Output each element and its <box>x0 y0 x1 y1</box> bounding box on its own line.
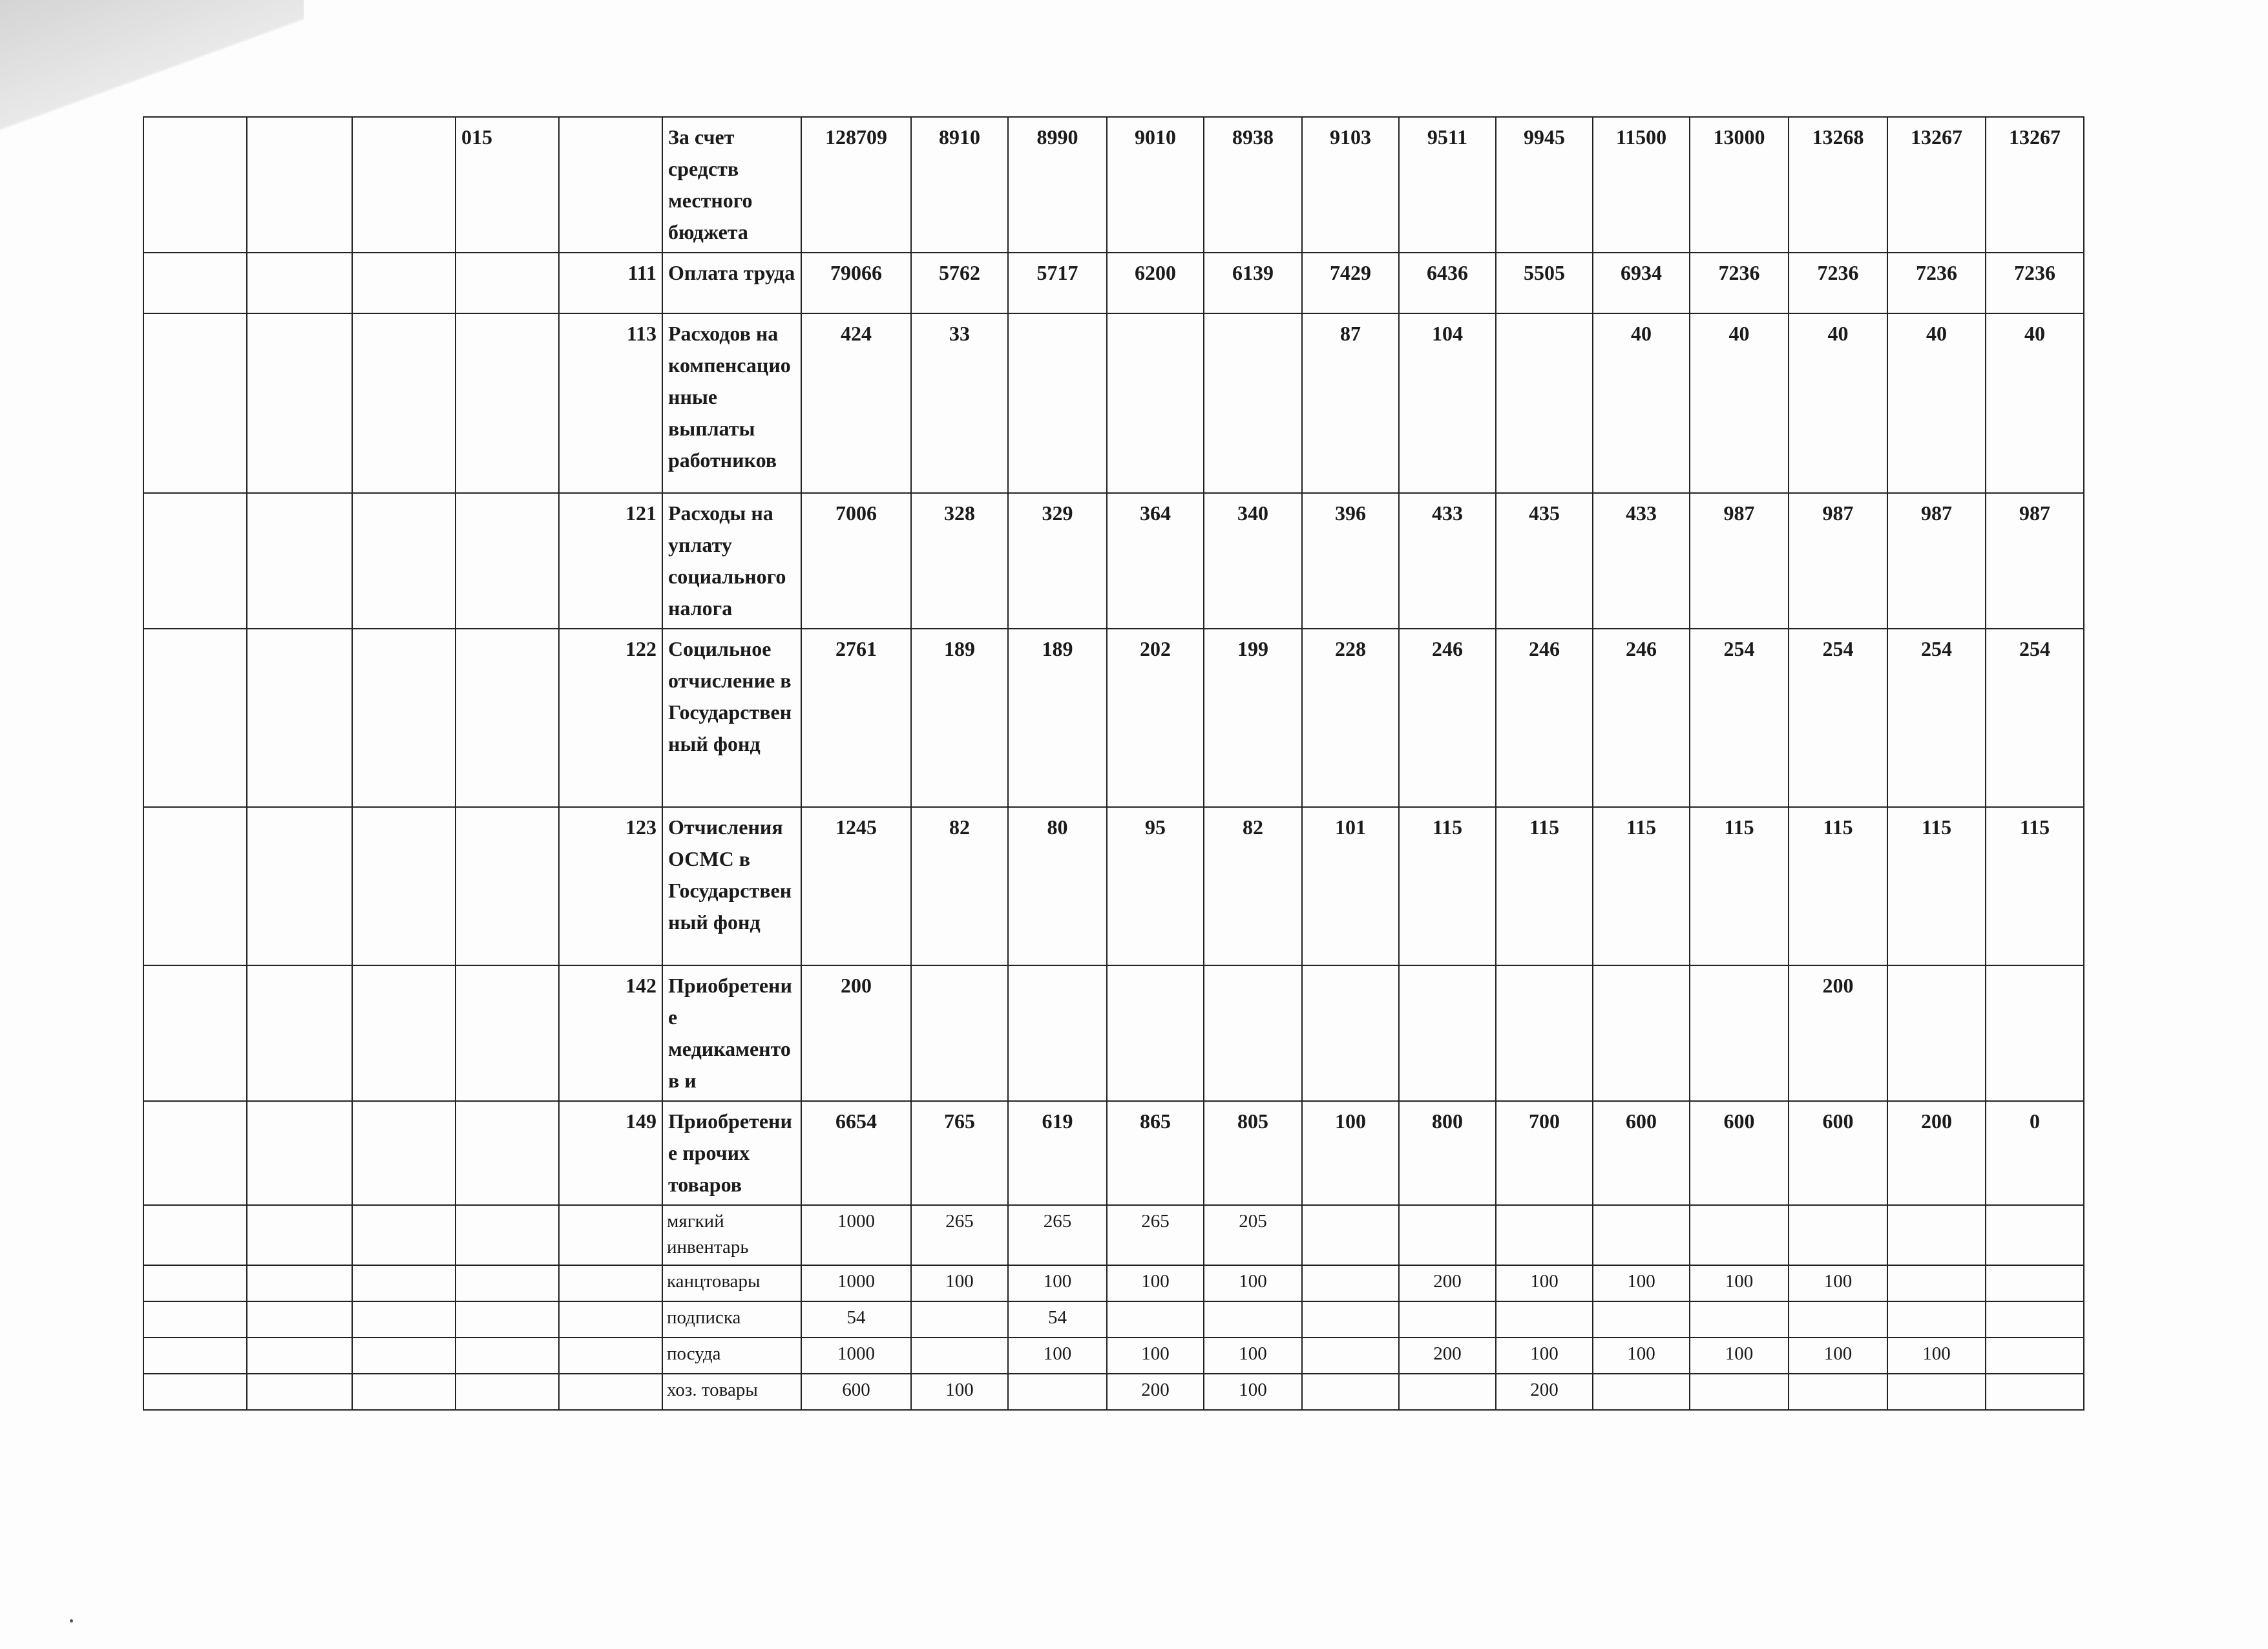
specifics-code-cell: 123 <box>559 807 662 965</box>
month-value-cell: 805 <box>1204 1101 1302 1205</box>
empty-cell <box>352 1338 456 1374</box>
month-value-cell: 115 <box>1399 807 1496 965</box>
month-value-cell <box>1204 965 1302 1101</box>
expense-name-cell: мягкий инвентарь <box>662 1205 801 1265</box>
empty-cell <box>247 629 352 807</box>
month-value-cell: 6200 <box>1107 253 1204 313</box>
year-total-cell: 424 <box>801 313 911 493</box>
program-code-cell: 015 <box>456 117 559 253</box>
program-code-cell <box>456 1265 559 1301</box>
month-value-cell: 329 <box>1008 493 1107 629</box>
month-value-cell: 100 <box>1107 1338 1204 1374</box>
month-value-cell: 6139 <box>1204 253 1302 313</box>
month-value-cell: 100 <box>1789 1265 1887 1301</box>
month-value-cell <box>1986 965 2084 1101</box>
month-value-cell <box>1789 1374 1887 1410</box>
month-value-cell: 9010 <box>1107 117 1204 253</box>
month-value-cell <box>1593 1301 1690 1338</box>
month-value-cell: 246 <box>1496 629 1593 807</box>
budget-row <box>143 117 2084 253</box>
month-value-cell: 7429 <box>1302 253 1399 313</box>
month-value-cell: 254 <box>1986 629 2084 807</box>
month-value-cell <box>1690 1301 1789 1338</box>
month-value-cell: 364 <box>1107 493 1204 629</box>
month-value-cell <box>1204 313 1302 493</box>
program-code-cell <box>456 1374 559 1410</box>
month-value-cell <box>1008 313 1107 493</box>
empty-cell <box>247 253 352 313</box>
month-value-cell <box>1399 1374 1496 1410</box>
month-value-cell: 265 <box>1107 1205 1204 1265</box>
month-value-cell: 40 <box>1789 313 1887 493</box>
month-value-cell: 100 <box>1008 1265 1107 1301</box>
month-value-cell: 100 <box>1204 1265 1302 1301</box>
month-value-cell: 200 <box>1399 1265 1496 1301</box>
empty-cell <box>143 313 247 493</box>
empty-cell <box>352 313 456 493</box>
month-value-cell: 800 <box>1399 1101 1496 1205</box>
month-value-cell: 200 <box>1496 1374 1593 1410</box>
month-value-cell: 100 <box>1593 1265 1690 1301</box>
month-value-cell <box>1399 1301 1496 1338</box>
empty-cell <box>247 117 352 253</box>
month-value-cell <box>1789 1301 1887 1338</box>
month-value-cell: 6934 <box>1593 253 1690 313</box>
empty-cell <box>143 1205 247 1265</box>
month-value-cell: 619 <box>1008 1101 1107 1205</box>
month-value-cell: 100 <box>911 1265 1008 1301</box>
month-value-cell: 13268 <box>1789 117 1887 253</box>
month-value-cell: 254 <box>1690 629 1789 807</box>
month-value-cell: 189 <box>1008 629 1107 807</box>
month-value-cell: 200 <box>1887 1101 1986 1205</box>
month-value-cell: 100 <box>1690 1338 1789 1374</box>
expense-name-cell: Приобретение медикаментов и <box>662 965 801 1101</box>
month-value-cell: 7236 <box>1789 253 1887 313</box>
month-value-cell <box>1887 1374 1986 1410</box>
month-value-cell <box>1008 965 1107 1101</box>
month-value-cell: 396 <box>1302 493 1399 629</box>
empty-cell <box>143 965 247 1101</box>
month-value-cell: 115 <box>1789 807 1887 965</box>
month-value-cell: 254 <box>1789 629 1887 807</box>
year-total-cell: 600 <box>801 1374 911 1410</box>
sub-item-row <box>143 1265 2084 1301</box>
empty-cell <box>352 253 456 313</box>
empty-cell <box>143 1265 247 1301</box>
month-value-cell: 987 <box>1887 493 1986 629</box>
month-value-cell <box>1593 965 1690 1101</box>
empty-cell <box>352 493 456 629</box>
month-value-cell: 202 <box>1107 629 1204 807</box>
year-total-cell: 79066 <box>801 253 911 313</box>
specifics-code-cell: 111 <box>559 253 662 313</box>
specifics-code-cell: 121 <box>559 493 662 629</box>
month-value-cell <box>1496 1205 1593 1265</box>
budget-row <box>143 1101 2084 1205</box>
month-value-cell <box>1593 1374 1690 1410</box>
month-value-cell: 340 <box>1204 493 1302 629</box>
program-code-cell <box>456 1338 559 1374</box>
expense-name-cell: Оплата труда <box>662 253 801 313</box>
month-value-cell: 100 <box>1789 1338 1887 1374</box>
month-value-cell: 100 <box>1302 1101 1399 1205</box>
month-value-cell: 7236 <box>1690 253 1789 313</box>
year-total-cell: 1000 <box>801 1338 911 1374</box>
month-value-cell: 100 <box>1887 1338 1986 1374</box>
empty-cell <box>247 1101 352 1205</box>
specifics-code-cell: 122 <box>559 629 662 807</box>
empty-cell <box>247 1205 352 1265</box>
month-value-cell: 115 <box>1986 807 2084 965</box>
budget-row <box>143 253 2084 313</box>
month-value-cell: 6436 <box>1399 253 1496 313</box>
month-value-cell <box>1690 965 1789 1101</box>
specifics-code-cell: 149 <box>559 1101 662 1205</box>
budget-row <box>143 313 2084 493</box>
empty-cell <box>352 117 456 253</box>
month-value-cell <box>1789 1205 1887 1265</box>
month-value-cell: 433 <box>1593 493 1690 629</box>
year-total-cell: 1000 <box>801 1265 911 1301</box>
month-value-cell: 700 <box>1496 1101 1593 1205</box>
expense-name-cell: Расходы на уплату социального налога <box>662 493 801 629</box>
specifics-code-cell <box>559 1338 662 1374</box>
month-value-cell: 115 <box>1593 807 1690 965</box>
expense-name-cell: За счет средств местного бюджета <box>662 117 801 253</box>
budget-row <box>143 493 2084 629</box>
month-value-cell <box>1496 313 1593 493</box>
month-value-cell: 600 <box>1789 1101 1887 1205</box>
month-value-cell: 200 <box>1107 1374 1204 1410</box>
empty-cell <box>143 1374 247 1410</box>
month-value-cell: 13267 <box>1887 117 1986 253</box>
month-value-cell <box>1986 1374 2084 1410</box>
program-code-cell <box>456 1301 559 1338</box>
month-value-cell <box>1887 1205 1986 1265</box>
month-value-cell: 265 <box>911 1205 1008 1265</box>
month-value-cell: 7236 <box>1887 253 1986 313</box>
year-total-cell: 200 <box>801 965 911 1101</box>
month-value-cell: 5717 <box>1008 253 1107 313</box>
empty-cell <box>247 313 352 493</box>
month-value-cell: 40 <box>1986 313 2084 493</box>
month-value-cell: 987 <box>1986 493 2084 629</box>
month-value-cell: 100 <box>1008 1338 1107 1374</box>
month-value-cell <box>1302 965 1399 1101</box>
sub-item-row <box>143 1338 2084 1374</box>
expense-name-cell: Социльное отчисление в Государственный фонд <box>662 629 801 807</box>
month-value-cell <box>1690 1205 1789 1265</box>
year-total-cell: 7006 <box>801 493 911 629</box>
month-value-cell: 40 <box>1690 313 1789 493</box>
empty-cell <box>143 493 247 629</box>
month-value-cell: 115 <box>1496 807 1593 965</box>
month-value-cell: 100 <box>1496 1265 1593 1301</box>
month-value-cell <box>1593 1205 1690 1265</box>
month-value-cell: 0 <box>1986 1101 2084 1205</box>
month-value-cell: 100 <box>1107 1265 1204 1301</box>
month-value-cell: 254 <box>1887 629 1986 807</box>
month-value-cell: 246 <box>1399 629 1496 807</box>
program-code-cell <box>456 1101 559 1205</box>
empty-cell <box>143 629 247 807</box>
expense-name-cell: посуда <box>662 1338 801 1374</box>
empty-cell <box>247 493 352 629</box>
year-total-cell: 6654 <box>801 1101 911 1205</box>
month-value-cell: 246 <box>1593 629 1690 807</box>
month-value-cell: 765 <box>911 1101 1008 1205</box>
specifics-code-cell: 113 <box>559 313 662 493</box>
month-value-cell: 100 <box>1496 1338 1593 1374</box>
month-value-cell: 328 <box>911 493 1008 629</box>
month-value-cell: 100 <box>1593 1338 1690 1374</box>
expense-name-cell: подписка <box>662 1301 801 1338</box>
budget-row <box>143 965 2084 1101</box>
specifics-code-cell <box>559 117 662 253</box>
month-value-cell: 100 <box>1204 1338 1302 1374</box>
month-value-cell <box>1399 1205 1496 1265</box>
budget-row <box>143 807 2084 965</box>
specifics-code-cell <box>559 1301 662 1338</box>
specifics-code-cell <box>559 1374 662 1410</box>
month-value-cell: 80 <box>1008 807 1107 965</box>
month-value-cell <box>1302 1265 1399 1301</box>
month-value-cell: 7236 <box>1986 253 2084 313</box>
sub-item-row <box>143 1301 2084 1338</box>
expense-name-cell: Отчисления ОСМС в Государственный фонд <box>662 807 801 965</box>
month-value-cell <box>1302 1205 1399 1265</box>
month-value-cell <box>1302 1374 1399 1410</box>
month-value-cell: 987 <box>1690 493 1789 629</box>
month-value-cell: 9945 <box>1496 117 1593 253</box>
month-value-cell: 9511 <box>1399 117 1496 253</box>
empty-cell <box>352 965 456 1101</box>
empty-cell <box>352 1101 456 1205</box>
empty-cell <box>143 1101 247 1205</box>
specifics-code-cell: 142 <box>559 965 662 1101</box>
month-value-cell <box>1986 1338 2084 1374</box>
empty-cell <box>247 1374 352 1410</box>
month-value-cell: 200 <box>1789 965 1887 1101</box>
month-value-cell: 101 <box>1302 807 1399 965</box>
month-value-cell <box>1107 965 1204 1101</box>
empty-cell <box>143 1301 247 1338</box>
empty-cell <box>247 1338 352 1374</box>
budget-table <box>143 116 2084 1411</box>
empty-cell <box>352 807 456 965</box>
month-value-cell: 54 <box>1008 1301 1107 1338</box>
month-value-cell <box>1107 1301 1204 1338</box>
sub-item-row <box>143 1374 2084 1410</box>
month-value-cell: 40 <box>1593 313 1690 493</box>
month-value-cell <box>911 965 1008 1101</box>
year-total-cell: 2761 <box>801 629 911 807</box>
scan-speck <box>70 1619 73 1623</box>
month-value-cell <box>1986 1301 2084 1338</box>
month-value-cell: 33 <box>911 313 1008 493</box>
month-value-cell: 115 <box>1690 807 1789 965</box>
month-value-cell: 115 <box>1887 807 1986 965</box>
empty-cell <box>352 1205 456 1265</box>
specifics-code-cell <box>559 1205 662 1265</box>
month-value-cell: 205 <box>1204 1205 1302 1265</box>
month-value-cell: 104 <box>1399 313 1496 493</box>
month-value-cell <box>1986 1265 2084 1301</box>
month-value-cell: 189 <box>911 629 1008 807</box>
month-value-cell: 87 <box>1302 313 1399 493</box>
month-value-cell <box>911 1301 1008 1338</box>
expense-name-cell: канцтовары <box>662 1265 801 1301</box>
month-value-cell: 13267 <box>1986 117 2084 253</box>
month-value-cell <box>1008 1374 1107 1410</box>
budget-row <box>143 629 2084 807</box>
month-value-cell: 600 <box>1593 1101 1690 1205</box>
month-value-cell: 435 <box>1496 493 1593 629</box>
empty-cell <box>247 1265 352 1301</box>
month-value-cell: 100 <box>1204 1374 1302 1410</box>
month-value-cell: 11500 <box>1593 117 1690 253</box>
year-total-cell: 128709 <box>801 117 911 253</box>
month-value-cell: 8910 <box>911 117 1008 253</box>
month-value-cell <box>1399 965 1496 1101</box>
program-code-cell <box>456 1205 559 1265</box>
expense-name-cell: Приобретение прочих товаров <box>662 1101 801 1205</box>
month-value-cell <box>1302 1338 1399 1374</box>
month-value-cell: 600 <box>1690 1101 1789 1205</box>
month-value-cell: 433 <box>1399 493 1496 629</box>
empty-cell <box>352 1265 456 1301</box>
empty-cell <box>352 629 456 807</box>
empty-cell <box>247 1301 352 1338</box>
month-value-cell: 228 <box>1302 629 1399 807</box>
year-total-cell: 1000 <box>801 1205 911 1265</box>
program-code-cell <box>456 965 559 1101</box>
month-value-cell <box>911 1338 1008 1374</box>
expense-name-cell: Расходов на компенсационные выплаты работников <box>662 313 801 493</box>
month-value-cell: 865 <box>1107 1101 1204 1205</box>
month-value-cell: 199 <box>1204 629 1302 807</box>
year-total-cell: 1245 <box>801 807 911 965</box>
program-code-cell <box>456 807 559 965</box>
empty-cell <box>143 1338 247 1374</box>
empty-cell <box>247 965 352 1101</box>
specifics-code-cell <box>559 1265 662 1301</box>
month-value-cell: 8990 <box>1008 117 1107 253</box>
month-value-cell: 100 <box>911 1374 1008 1410</box>
month-value-cell: 9103 <box>1302 117 1399 253</box>
month-value-cell <box>1204 1301 1302 1338</box>
month-value-cell <box>1887 1265 1986 1301</box>
sub-item-row <box>143 1205 2084 1265</box>
month-value-cell: 95 <box>1107 807 1204 965</box>
expense-name-cell: хоз. товары <box>662 1374 801 1410</box>
month-value-cell <box>1496 1301 1593 1338</box>
month-value-cell: 200 <box>1399 1338 1496 1374</box>
empty-cell <box>247 807 352 965</box>
program-code-cell <box>456 313 559 493</box>
month-value-cell <box>1887 965 1986 1101</box>
empty-cell <box>352 1301 456 1338</box>
empty-cell <box>143 807 247 965</box>
month-value-cell <box>1302 1301 1399 1338</box>
year-total-cell: 54 <box>801 1301 911 1338</box>
month-value-cell: 82 <box>911 807 1008 965</box>
program-code-cell <box>456 629 559 807</box>
month-value-cell: 5505 <box>1496 253 1593 313</box>
month-value-cell: 265 <box>1008 1205 1107 1265</box>
empty-cell <box>143 253 247 313</box>
month-value-cell: 987 <box>1789 493 1887 629</box>
month-value-cell: 8938 <box>1204 117 1302 253</box>
month-value-cell: 82 <box>1204 807 1302 965</box>
month-value-cell: 100 <box>1690 1265 1789 1301</box>
month-value-cell <box>1107 313 1204 493</box>
empty-cell <box>143 117 247 253</box>
month-value-cell <box>1690 1374 1789 1410</box>
program-code-cell <box>456 493 559 629</box>
month-value-cell <box>1887 1301 1986 1338</box>
month-value-cell: 40 <box>1887 313 1986 493</box>
month-value-cell <box>1496 965 1593 1101</box>
month-value-cell <box>1986 1205 2084 1265</box>
program-code-cell <box>456 253 559 313</box>
month-value-cell: 13000 <box>1690 117 1789 253</box>
empty-cell <box>352 1374 456 1410</box>
month-value-cell: 5762 <box>911 253 1008 313</box>
